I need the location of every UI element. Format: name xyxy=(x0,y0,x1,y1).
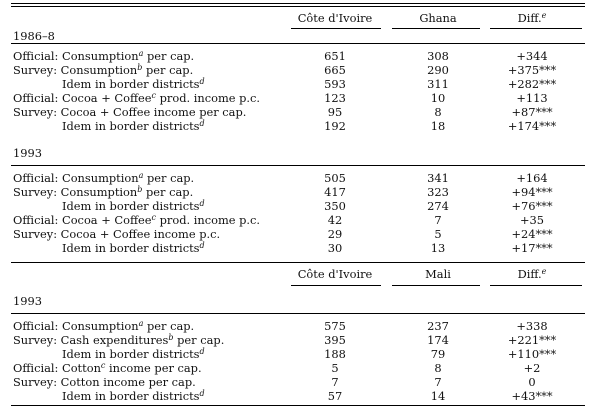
diff-cell: +87*** xyxy=(511,105,553,119)
column-header-row xyxy=(0,267,590,281)
row-label: Survey: Cotton income per cap. xyxy=(13,375,196,389)
value-cell: 13 xyxy=(430,241,446,255)
value-cell: 7 xyxy=(434,375,442,389)
section-rule xyxy=(11,313,585,314)
section-title: 1986–8 xyxy=(13,29,55,43)
diff-cell: +35 xyxy=(519,213,545,227)
table-row xyxy=(0,185,590,199)
value-cell: 174 xyxy=(427,333,449,347)
value-cell: 593 xyxy=(324,77,346,91)
table-row xyxy=(0,63,590,77)
top-rule xyxy=(11,6,585,7)
column-header: Ghana xyxy=(419,11,457,25)
value-cell: 237 xyxy=(427,319,449,333)
bottom-rule xyxy=(11,405,585,406)
row-label: Official: Cocoa + Coffee$^c$ prod. income p.c. xyxy=(13,91,261,105)
column-header: Côte d'Ivoire xyxy=(297,11,373,25)
value-cell: 395 xyxy=(324,333,346,347)
value-cell: 123 xyxy=(324,91,346,105)
value-cell: 8 xyxy=(434,105,442,119)
row-label: Official: Consumption$^a$ per cap. xyxy=(13,319,195,333)
value-cell: 5 xyxy=(331,361,339,375)
diff-cell: +43*** xyxy=(511,389,553,403)
row-label: Idem in border districts$^d$ xyxy=(62,389,205,403)
value-cell: 95 xyxy=(327,105,343,119)
value-cell: 192 xyxy=(324,119,346,133)
diff-cell: +76*** xyxy=(511,199,553,213)
section-rule xyxy=(11,165,585,166)
table-row xyxy=(0,227,590,241)
table-row xyxy=(0,375,590,389)
value-cell: 341 xyxy=(427,171,449,185)
section-rule xyxy=(11,43,585,44)
table-row xyxy=(0,241,590,255)
diff-cell: +375*** xyxy=(507,63,557,77)
value-cell: 651 xyxy=(324,49,346,63)
top-rule xyxy=(11,3,585,4)
table-row xyxy=(0,333,590,347)
diff-cell: +17*** xyxy=(511,241,553,255)
value-cell: 30 xyxy=(327,241,343,255)
table-row xyxy=(0,171,590,185)
row-label: Official: Cocoa + Coffee$^c$ prod. income p.c. xyxy=(13,213,261,227)
header-underline xyxy=(392,285,480,286)
row-label: Idem in border districts$^d$ xyxy=(62,77,205,91)
section-title-row xyxy=(0,29,590,43)
value-cell: 79 xyxy=(430,347,446,361)
section-title: 1993 xyxy=(13,294,42,308)
column-header: Diff.$^e$ xyxy=(517,267,547,281)
value-cell: 14 xyxy=(430,389,446,403)
diff-cell: +174*** xyxy=(507,119,557,133)
row-label: Official: Consumption$^a$ per cap. xyxy=(13,49,195,63)
value-cell: 350 xyxy=(324,199,346,213)
diff-cell: 0 xyxy=(528,375,536,389)
diff-cell: +282*** xyxy=(507,77,557,91)
table-row xyxy=(0,361,590,375)
column-header: Côte d'Ivoire xyxy=(297,267,373,281)
row-label: Survey: Cash expenditures$^b$ per cap. xyxy=(13,333,225,347)
header-underline xyxy=(490,285,582,286)
row-label: Idem in border districts$^d$ xyxy=(62,347,205,361)
diff-cell: +344 xyxy=(516,49,548,63)
table-row xyxy=(0,91,590,105)
row-label: Survey: Cocoa + Coffee income per cap. xyxy=(13,105,247,119)
table-row xyxy=(0,49,590,63)
value-cell: 188 xyxy=(324,347,346,361)
value-cell: 18 xyxy=(430,119,446,133)
diff-cell: +24*** xyxy=(511,227,553,241)
value-cell: 505 xyxy=(324,171,346,185)
diff-cell: +164 xyxy=(516,171,548,185)
table-row xyxy=(0,77,590,91)
column-header: Mali xyxy=(425,267,451,281)
row-label: Survey: Consumption$^b$ per cap. xyxy=(13,63,194,77)
value-cell: 5 xyxy=(434,227,442,241)
row-label: Official: Cotton$^c$ income per cap. xyxy=(13,361,202,375)
header-underline xyxy=(291,285,381,286)
value-cell: 10 xyxy=(430,91,446,105)
value-cell: 290 xyxy=(427,63,449,77)
section-title-row xyxy=(0,294,590,308)
column-header-row xyxy=(0,11,590,25)
row-label: Idem in border districts$^d$ xyxy=(62,119,205,133)
column-header: Diff.$^e$ xyxy=(517,11,547,25)
table-row xyxy=(0,319,590,333)
value-cell: 29 xyxy=(327,227,343,241)
row-label: Survey: Consumption$^b$ per cap. xyxy=(13,185,194,199)
value-cell: 7 xyxy=(331,375,339,389)
value-cell: 323 xyxy=(427,185,449,199)
value-cell: 57 xyxy=(327,389,343,403)
value-cell: 417 xyxy=(324,185,346,199)
diff-cell: +2 xyxy=(523,361,541,375)
value-cell: 308 xyxy=(427,49,449,63)
value-cell: 665 xyxy=(324,63,346,77)
table-row xyxy=(0,119,590,133)
table-end-rule xyxy=(11,262,585,263)
value-cell: 7 xyxy=(434,213,442,227)
diff-cell: +338 xyxy=(516,319,548,333)
section-title: 1993 xyxy=(13,146,42,160)
table-row xyxy=(0,213,590,227)
diff-cell: +110*** xyxy=(507,347,557,361)
value-cell: 311 xyxy=(427,77,449,91)
section-title-row xyxy=(0,146,590,160)
row-label: Survey: Cocoa + Coffee income p.c. xyxy=(13,227,221,241)
value-cell: 8 xyxy=(434,361,442,375)
table-row xyxy=(0,389,590,403)
row-label: Idem in border districts$^d$ xyxy=(62,241,205,255)
diff-cell: +113 xyxy=(516,91,548,105)
table-row xyxy=(0,105,590,119)
table-row xyxy=(0,199,590,213)
row-label: Official: Consumption$^a$ per cap. xyxy=(13,171,195,185)
diff-cell: +221*** xyxy=(507,333,557,347)
value-cell: 274 xyxy=(427,199,449,213)
diff-cell: +94*** xyxy=(511,185,553,199)
row-label: Idem in border districts$^d$ xyxy=(62,199,205,213)
table-row xyxy=(0,347,590,361)
value-cell: 42 xyxy=(327,213,343,227)
value-cell: 575 xyxy=(324,319,346,333)
